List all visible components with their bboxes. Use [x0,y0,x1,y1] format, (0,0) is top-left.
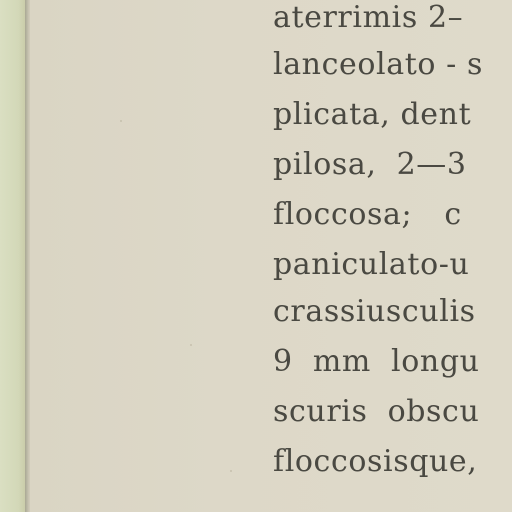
text-line-9: scuris obscu [273,394,480,429]
text-line-4: pilosa, 2—3 [273,147,467,182]
paper-speck [230,470,232,472]
text-line-5: floccosa; c [273,197,462,232]
paper-speck [190,344,192,346]
backing-sheet-strip [0,0,26,512]
text-line-10: floccosisque, [273,444,478,479]
paper-speck [120,120,122,122]
latin-text-column [273,0,512,512]
text-line-7: crassiusculis [273,294,476,329]
text-line-1: aterrimis 2– [273,0,464,35]
text-line-2: lanceolato - s [273,47,484,82]
text-line-6: paniculato-u [273,247,470,282]
text-line-8: 9 mm longu [273,344,480,379]
text-line-3: plicata, dent [273,97,472,132]
